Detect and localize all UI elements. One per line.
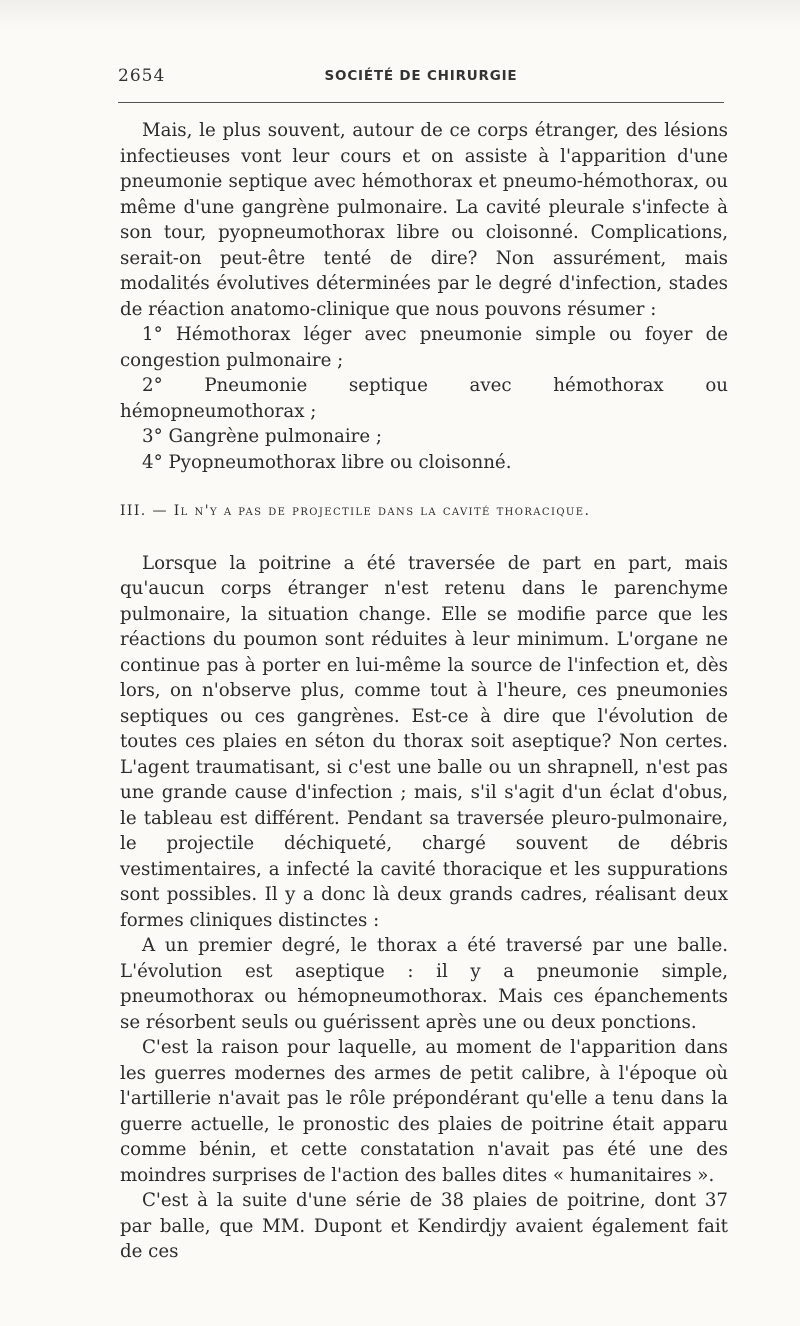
- paragraph-4: C'est la raison pour laquelle, au moment de l'apparition dans les guerres modernes des armes de petit calibre, à l'époque où l'artillerie n'avait pas le rôle prépondérant qu'elle a tenu dans la guerre actuelle, le pronostic des plaies de poitrine était apparu comme bénin, et cette constatation n'avait pas été une des moindres surprises de l'action des balles dites « humanitaires ».: [120, 1037, 728, 1186]
- paragraph-1: Mais, le plus souvent, autour de ce corps étranger, des lésions infectieuses vont leur cours et on assiste à l'apparition d'une pneumonie septique avec hémothorax et pneumo-hémothorax, ou même d'une gangrène pulmonaire. La cavité pleurale s'infecte à son tour, pyopneumothorax libre ou cloisonné. Complications, serait-on peut-être tenté de dire? Non assurément, mais modalités évolutives déterminées par le degré d'infection, stades de réaction anatomo-clinique que nous pouvons résumer :: [120, 120, 728, 320]
- section-heading: III. — Il n'y a pas de projectile dans la cavité thoracique.: [120, 503, 591, 519]
- paragraph-3: A un premier degré, le thorax a été traversé par une balle. L'évolution est aseptique : il y a pneumonie simple, pneumothorax ou hémopneumothorax. Mais ces épanchements se résorbent seuls ou guérissent après une ou deux ponctions.: [120, 935, 728, 1033]
- page-header: [118, 66, 724, 90]
- scan-edge-shadow: [0, 0, 800, 30]
- paragraph-2: Lorsque la poitrine a été traversée de part en part, mais qu'aucun corps étranger n'est retenu dans le parenchyme pulmonaire, la situation change. Elle se modifie parce que les réactions du poumon sont réduites à leur minimum. L'organe ne continue pas à porter en lui-même la source de l'infection et, dès lors, on n'observe plus, comme tout à l'heure, ces pneumonies septiques ou ces gangrènes. Est-ce à dire que l'évolution de toutes ces plaies en séton du thorax soit aseptique? Non certes. L'agent traumatisant, si c'est une balle ou un shrapnell, n'est pas une grande cause d'infection ; mais, s'il s'agit d'un éclat d'obus, le tableau est différent. Pendant sa traversée pleuro-pulmonaire, le projectile déchiqueté, chargé souvent de débris vestimentaires, a infecté la cavité thoracique et les suppurations sont possibles. Il y a donc là deux grands cadres, réalisant deux formes cliniques distinctes :: [120, 552, 728, 931]
- list-item-2: 2° Pneumonie septique avec hémothorax ou hémopneumothorax ;: [120, 375, 728, 422]
- paragraph-5: C'est à la suite d'une série de 38 plaies de poitrine, dont 37 par balle, que MM. Dupont et Kendirdjy avaient également fait de ces: [120, 1190, 728, 1262]
- page-number: 2654: [118, 66, 166, 86]
- running-title: SOCIÉTÉ DE CHIRURGIE: [324, 68, 518, 84]
- body-text: [120, 118, 728, 1265]
- list-item-4: 4° Pyopneumothorax libre ou cloisonné.: [142, 451, 512, 473]
- header-rule: [118, 102, 724, 103]
- list-item-3: 3° Gangrène pulmonaire ;: [142, 426, 382, 447]
- list-item-1: 1° Hémothorax léger avec pneumonie simple ou foyer de congestion pulmonaire ;: [120, 324, 728, 371]
